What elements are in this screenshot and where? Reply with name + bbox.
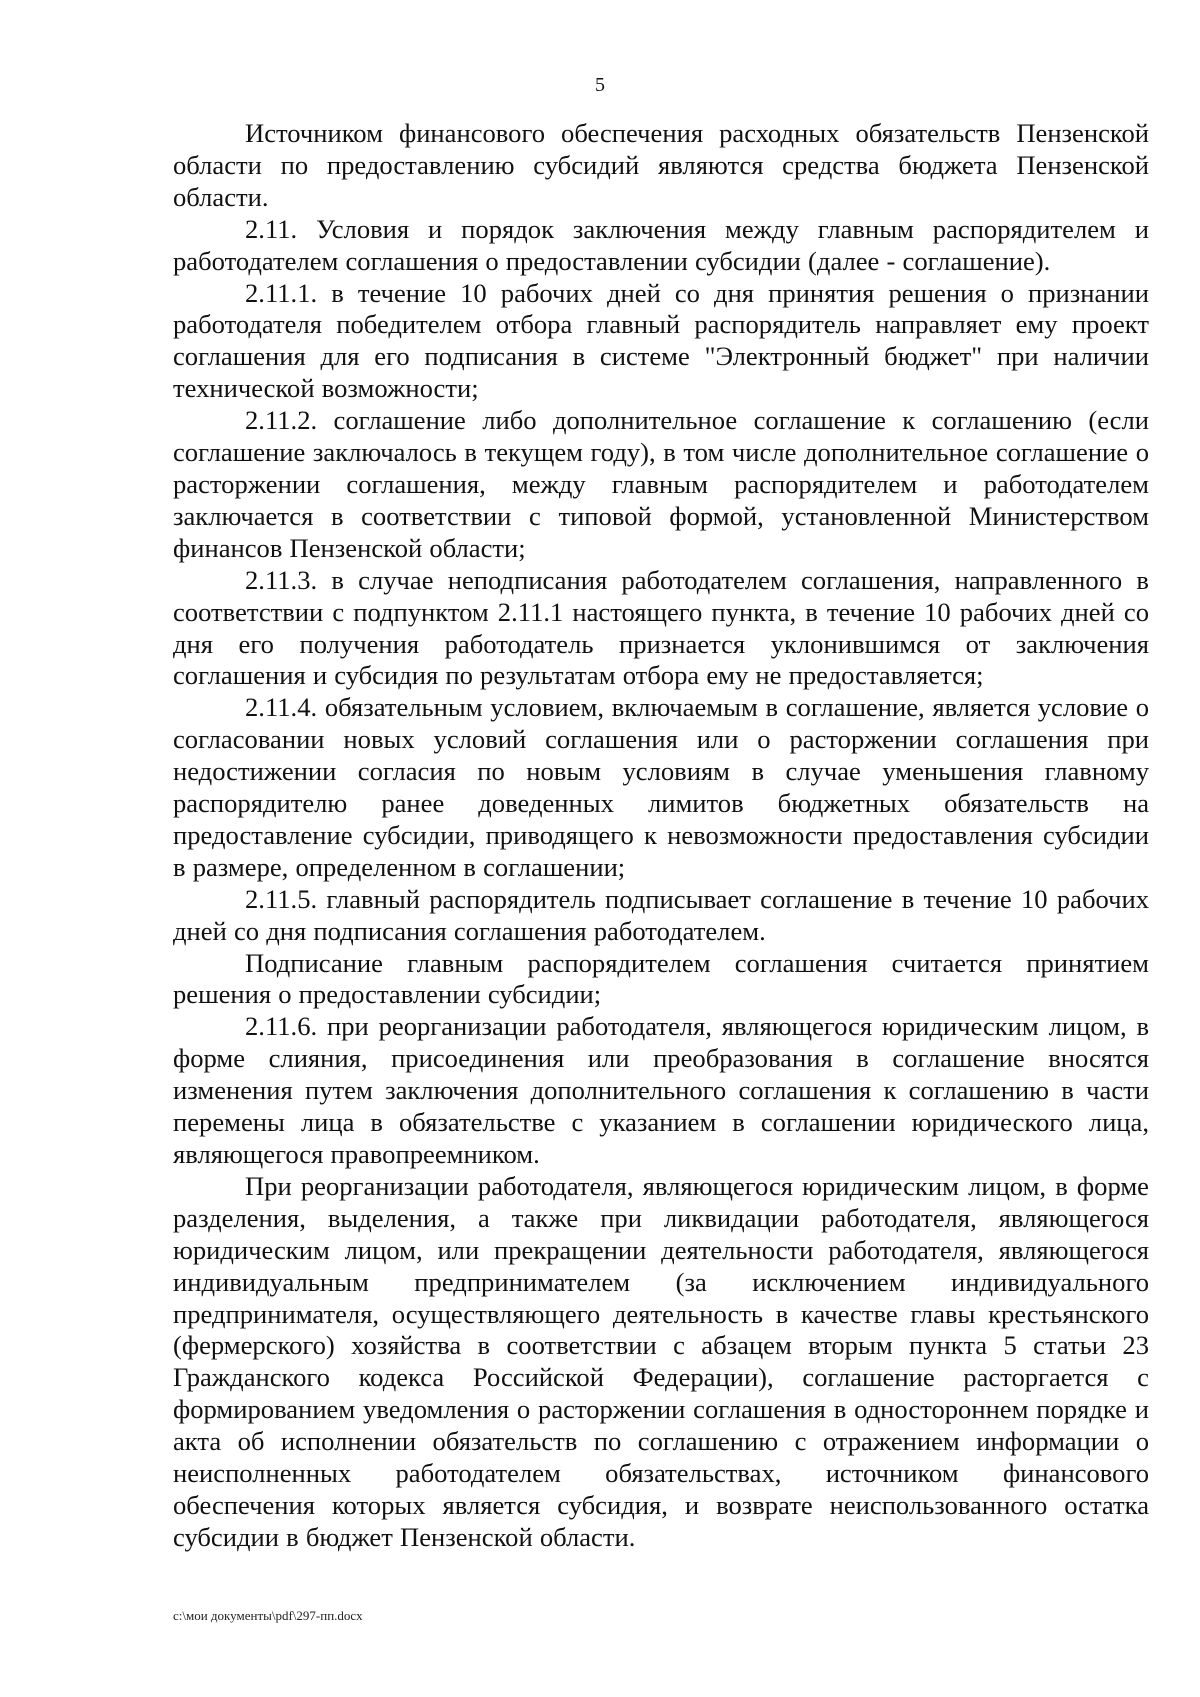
paragraph-2-11-2: 2.11.2. соглашение либо дополнительное соглашение к соглашению (если соглашение заключалось в текущем году), в том числе дополнительное соглашение о расторжении соглашения, между главным распорядителем и работодателем заключается в соответствии с типовой формой, установленной Министерством финансов Пензенской области; — [173, 405, 1149, 563]
paragraph-2-11-1: 2.11.1. в течение 10 рабочих дней со дня принятия решения о признании работодателя победителем отбора главный распорядитель направляет ему проект соглашения для его подписания в системе "Электронный бюджет" при наличии технической возможности; — [173, 277, 1149, 404]
document-body — [173, 118, 1149, 1554]
paragraph-2-11-6: 2.11.6. при реорганизации работодателя, являющегося юридическим лицом, в форме слияния, присоединения или преобразования в соглашение вносятся изменения путем заключения дополнительного соглашения к соглашению в части перемены лица в обязательстве с указанием в соглашении юридического лица, являющегося правопреемником. — [173, 1011, 1149, 1169]
paragraph-2-11-4: 2.11.4. обязательным условием, включаемым в соглашение, является условие о согласовании новых условий соглашения или о расторжении соглашения при недостижении согласия по новым условиям в случае уменьшения главному распорядителю ранее доведенных лимитов бюджетных обязательств на предоставление субсидии, приводящего к невозможности предоставления субсидии в размере, определенном в соглашении; — [173, 692, 1149, 882]
footer-file-path: c:\мои документы\pdf\297-пп.docx — [173, 1608, 363, 1623]
paragraph-2-11: 2.11. Условия и порядок заключения между главным распорядителем и работодателем соглашения о предоставлении субсидии (далее - соглашение). — [173, 213, 1149, 276]
page-number: 5 — [595, 74, 605, 96]
paragraph-signing-decision: Подписание главным распорядителем соглашения считается принятием решения о предоставлении субсидии; — [173, 947, 1149, 1010]
paragraph-2-11-5: 2.11.5. главный распорядитель подписывает соглашение в течение 10 рабочих дней со дня подписания соглашения работодателем. — [173, 883, 1149, 946]
paragraph-2-11-3: 2.11.3. в случае неподписания работодателем соглашения, направленного в соответствии с подпунктом 2.11.1 настоящего пункта, в течение 10 рабочих дней со дня его получения работодатель признается уклонившимся от заключения соглашения и субсидия по результатам отбора ему не предоставляется; — [173, 564, 1149, 691]
paragraph-reorganization: При реорганизации работодателя, являющегося юридическим лицом, в форме разделения, выделения, а также при ликвидации работодателя, являющегося юридическим лицом, или прекращении деятельности работодателя, являющегося индивидуальным предпринимателем (за исключением индивидуального предпринимателя, осуществляющего деятельность в качестве главы крестьянского (фермерского) хозяйства в соответствии с абзацем вторым пункта 5 статьи 23 Гражданского кодекса Российской Федерации), соглашение расторгается с формированием уведомления о расторжении соглашения в одностороннем порядке и акта об исполнении обязательств по соглашению с отражением информации о неисполненных работодателем обязательствах, источником финансового обеспечения которых является субсидия, и возврате неиспользованного остатка субсидии в бюджет Пензенской области. — [173, 1170, 1149, 1552]
paragraph-funding-source: Источником финансового обеспечения расходных обязательств Пензенской области по предоставлению субсидий являются средства бюджета Пензенской области. — [173, 118, 1149, 212]
